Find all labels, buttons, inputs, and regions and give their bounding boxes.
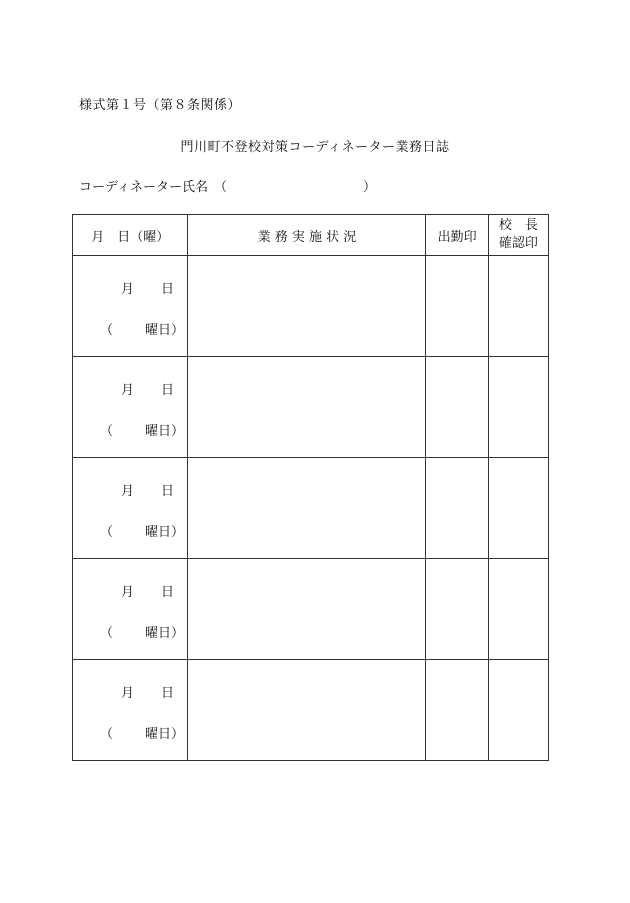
coordinator-name-line [79, 176, 376, 195]
work-status-cell[interactable] [188, 660, 426, 761]
name-open-paren: （ [213, 180, 227, 195]
work-status-cell[interactable] [188, 458, 426, 559]
table-row [73, 256, 549, 357]
month-label: 月 [121, 484, 135, 499]
table-header-row [73, 215, 549, 256]
attendance-stamp-cell[interactable] [426, 458, 488, 559]
work-status-cell[interactable] [188, 559, 426, 660]
weekday-open-paren: （ [100, 727, 114, 742]
day-label: 日 [161, 383, 175, 398]
month-label: 月 [121, 585, 135, 600]
principal-stamp-cell[interactable] [488, 660, 548, 761]
table-row [73, 458, 549, 559]
weekday-open-paren: （ [100, 626, 114, 641]
form-number: 様式第１号（第８条関係） [79, 98, 242, 113]
weekday-label: 曜日） [145, 424, 185, 439]
month-label: 月 [121, 282, 135, 297]
work-status-cell[interactable] [188, 256, 426, 357]
date-cell [73, 256, 188, 357]
principal-stamp-cell[interactable] [488, 458, 548, 559]
table-row [73, 559, 549, 660]
day-label: 日 [161, 484, 175, 499]
header-attendance-stamp: 出勤印 [426, 215, 488, 256]
date-cell [73, 660, 188, 761]
attendance-stamp-cell[interactable] [426, 256, 488, 357]
date-cell [73, 458, 188, 559]
coordinator-name-label: コーディネーター氏名 [79, 180, 208, 195]
date-cell [73, 559, 188, 660]
day-label: 日 [161, 585, 175, 600]
weekday-open-paren: （ [100, 525, 114, 540]
month-label: 月 [121, 383, 135, 398]
weekday-label: 曜日） [145, 323, 185, 338]
weekday-label: 曜日） [145, 525, 185, 540]
attendance-stamp-cell[interactable] [426, 357, 488, 458]
attendance-stamp-cell[interactable] [426, 660, 488, 761]
work-status-cell[interactable] [188, 357, 426, 458]
name-close-paren: ） [362, 180, 376, 195]
principal-stamp-cell[interactable] [488, 357, 548, 458]
table-row [73, 660, 549, 761]
weekday-open-paren: （ [100, 424, 114, 439]
header-work-status: 業 務 実 施 状 況 [188, 215, 426, 256]
document-title: 門川町不登校対策コーディネーター業務日誌 [180, 140, 450, 155]
principal-stamp-cell[interactable] [488, 256, 548, 357]
header-principal-line1: 校 長 [498, 218, 538, 233]
weekday-label: 曜日） [145, 626, 185, 641]
header-date: 月 日（曜） [73, 215, 188, 256]
weekday-label: 曜日） [145, 727, 185, 742]
day-label: 日 [161, 686, 175, 701]
table-row [73, 357, 549, 458]
work-log-table [72, 214, 549, 761]
header-principal-line2: 確認印 [498, 236, 538, 251]
header-principal-stamp [488, 215, 548, 256]
date-cell [73, 357, 188, 458]
attendance-stamp-cell[interactable] [426, 559, 488, 660]
day-label: 日 [161, 282, 175, 297]
weekday-open-paren: （ [100, 323, 114, 338]
principal-stamp-cell[interactable] [488, 559, 548, 660]
month-label: 月 [121, 686, 135, 701]
